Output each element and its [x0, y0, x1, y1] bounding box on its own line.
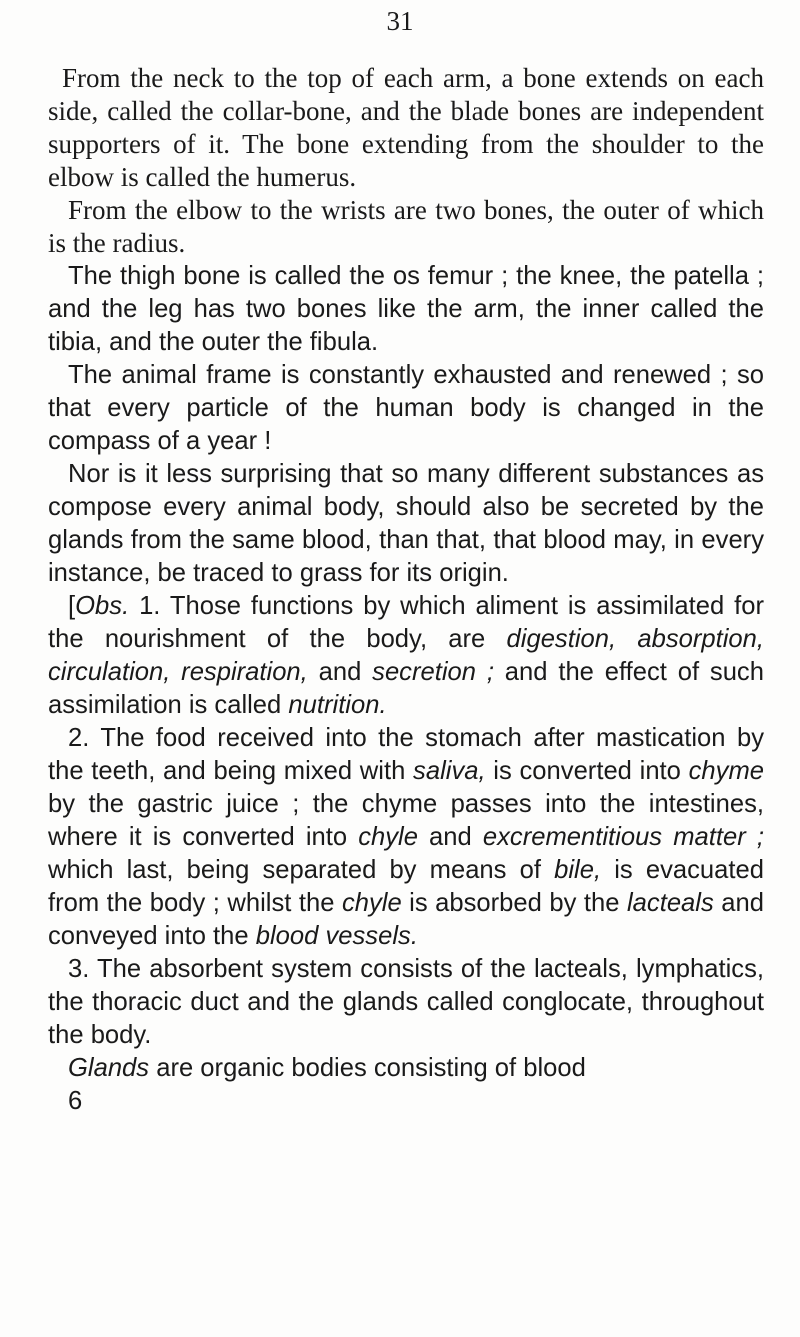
term-glands: Glands [68, 1054, 150, 1082]
obs-2-text-d: and [417, 823, 483, 851]
signature-mark: 6 [68, 1087, 83, 1115]
body-text [48, 62, 764, 1118]
term-secretion: secretion ; [372, 658, 494, 686]
term-excrementitious-matter: excrementitious matter ; [482, 823, 764, 851]
obs-number-3: 3. [68, 955, 90, 983]
glands-definition-text: are organic bodies consisting of blood [149, 1054, 586, 1082]
obs-2-text-h: and conveyed into the [48, 889, 764, 950]
term-chyme: chyme [688, 757, 765, 785]
term-blood-vessels: blood vessels. [255, 922, 418, 950]
term-chyle-2: chyle [341, 889, 402, 917]
obs-2-text-b: is converted into [485, 757, 689, 785]
term-saliva: saliva, [413, 757, 486, 785]
page-number: 31 [386, 6, 414, 36]
obs-1-text-b: and [307, 658, 373, 686]
paragraph-femur: The thigh bone is called the os femur ; the knee, the patella ; and the leg has two bones like the arm, the inner called the tibia, and the outer the fibula. [48, 262, 764, 356]
term-digestion: digestion, absorption, circulation, respiration, [48, 625, 764, 686]
obs-2-text-g: is absorbed by the [401, 889, 627, 917]
term-nutrition: nutrition. [288, 691, 387, 719]
paragraph-obs-3 [48, 953, 764, 1052]
obs-number-2: 2. [68, 724, 90, 752]
paragraph-glands-definition [48, 1052, 764, 1085]
paragraph-radius: From the elbow to the wrists are two bones, the outer of which is the radius. [48, 195, 764, 258]
obs-2-text-c: by the gastric juice ; the chyme passes into the intestines, where it is converted into [48, 790, 764, 851]
obs-3-text: The absorbent system consists of the lacteals, lymphatics, the thoracic duct and the glands called conglocate, throughout the body. [48, 955, 764, 1049]
obs-1-text-c: and the effect of such assimilation is called [48, 658, 764, 719]
term-lacteals: lacteals [627, 889, 714, 917]
obs-number-1: 1. [139, 592, 161, 620]
paragraph-obs-1 [48, 590, 764, 722]
paragraph-glands-secretion: Nor is it less surprising that so many different substances as compose every animal body, should also be secreted by the glands from the same blood, than that, that blood may, in every instance, be traced to grass for its origin. [48, 460, 764, 587]
paragraph-obs-2 [48, 722, 764, 953]
obs-2-text-a: The food received into the stomach after mastication by the teeth, and being mixed with [48, 724, 764, 785]
obs-open-bracket: [ [68, 592, 76, 620]
obs-2-text-f: is evacuated from the body ; whilst the [48, 856, 764, 917]
paragraph-animal-frame: The animal frame is constantly exhausted and renewed ; so that every particle of the human body is changed in the compass of a year ! [48, 361, 764, 455]
obs-label: Obs. [75, 592, 130, 620]
obs-1-text-a: Those functions by which aliment is assimilated for the nourishment of the body, are [48, 592, 764, 653]
term-bile: bile, [554, 856, 602, 884]
obs-2-text-e: which last, being separated by means of [48, 856, 555, 884]
paragraph-collar-bone: From the neck to the top of each arm, a bone extends on each side, called the collar-bone, and the blade bones are independent supporters of it. The bone extending from the shoulder to the elbow is called the humerus. [48, 63, 764, 192]
term-chyle: chyle [358, 823, 418, 851]
